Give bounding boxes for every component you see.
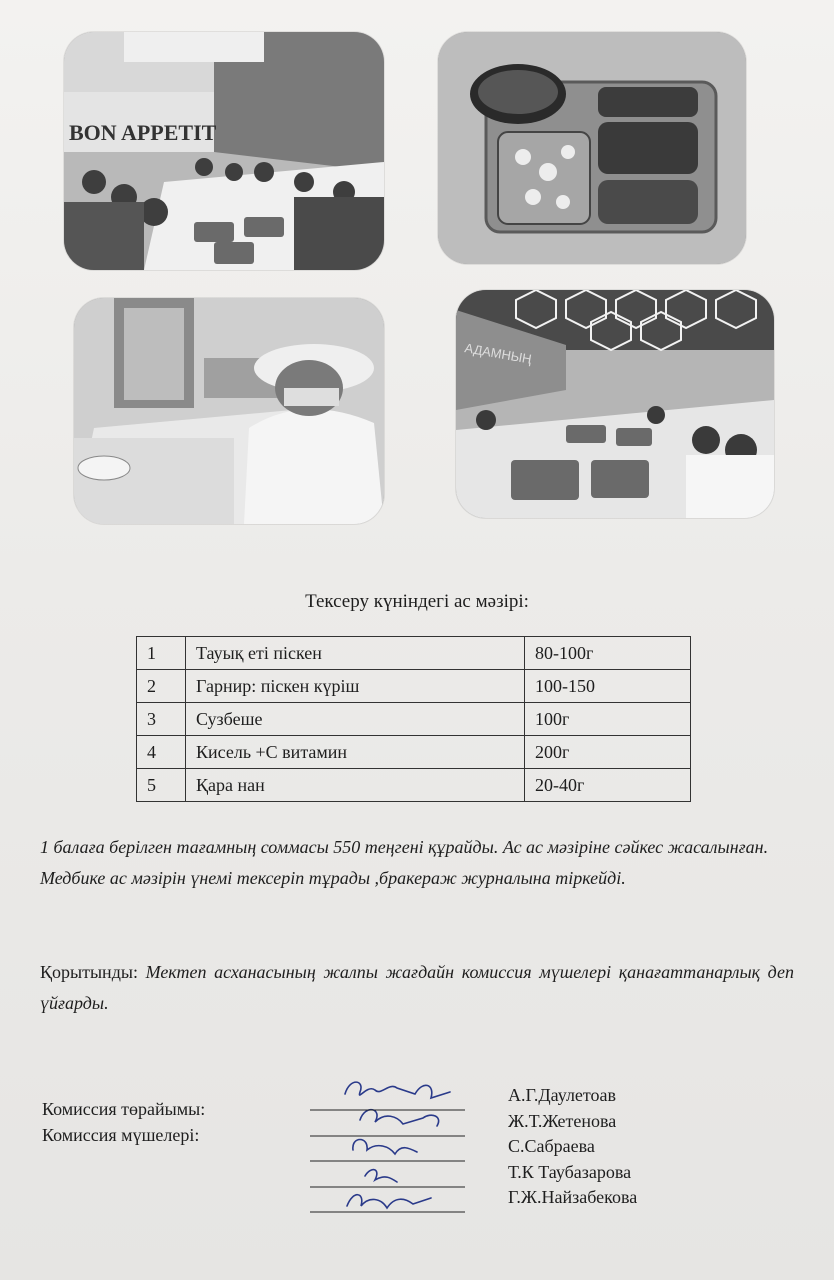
- row-number: 3: [137, 703, 186, 736]
- signature-roles: [42, 1096, 205, 1148]
- handwritten-signatures: [305, 1072, 475, 1222]
- dish-amount: 100-150: [525, 670, 691, 703]
- dish-name: Кисель +С витамин: [186, 736, 525, 769]
- dish-name: Гарнир: піскен күріш: [186, 670, 525, 703]
- row-number: 1: [137, 637, 186, 670]
- photo-canteen-hall: [456, 290, 774, 518]
- dish-amount: 80-100г: [525, 637, 691, 670]
- table-row: [137, 703, 691, 736]
- table-row: [137, 769, 691, 802]
- dish-amount: 20-40г: [525, 769, 691, 802]
- signer-name: С.Сабраева: [508, 1136, 595, 1156]
- signer-name: Т.К Таубазарова: [508, 1161, 632, 1182]
- menu-table: [136, 636, 691, 802]
- row-number: 5: [137, 769, 186, 802]
- cost-paragraph: 1 балаға берілген тағамның соммасы 550 теңгені құрайды. Ас ас мәзіріне сәйкес жасалынған. Медбике ас мәзірін үнемі тексеріп тұрады ,бракераж журналына тіркейді.: [40, 837, 769, 888]
- photo-food-tray: [438, 32, 746, 264]
- dish-name: Сузбеше: [186, 703, 525, 736]
- dish-amount: 100г: [525, 703, 691, 736]
- dish-name: Қара нан: [186, 769, 525, 802]
- signer-name: А.Г.Даулетоав: [508, 1085, 617, 1105]
- row-number: 4: [137, 736, 186, 769]
- menu-caption: Тексеру күніндегі ас мәзірі:: [305, 591, 529, 612]
- dish-amount: 200г: [525, 736, 691, 769]
- row-number: 2: [137, 670, 186, 703]
- table-row: [137, 637, 691, 670]
- signer-name: Ж.Т.Жетенова: [508, 1110, 617, 1131]
- bon-appetit-sign: BON APPETIT: [69, 120, 217, 145]
- table-row: [137, 670, 691, 703]
- table-row: [137, 736, 691, 769]
- signer-name: Г.Ж.Найзабекова: [508, 1187, 638, 1207]
- conclusion-text: Мектеп асханасының жалпы жағдайн комиссия мүшелері қанағаттанарлық деп үйғарды.: [40, 962, 794, 1013]
- signature-names: [508, 1083, 637, 1211]
- chair-role-label: Комиссия төрайымы:: [42, 1099, 206, 1119]
- dish-name: Тауық еті піскен: [186, 637, 525, 670]
- canteen-wall-sign: АДАМНЫҢ: [463, 340, 533, 367]
- photo-cook-kitchen: [74, 298, 384, 524]
- conclusion-paragraph: [40, 957, 794, 1019]
- members-role-label: Комиссия мүшелері:: [42, 1125, 200, 1145]
- photo-dining-hall-children: [64, 32, 384, 270]
- conclusion-label: Қорытынды:: [40, 962, 138, 982]
